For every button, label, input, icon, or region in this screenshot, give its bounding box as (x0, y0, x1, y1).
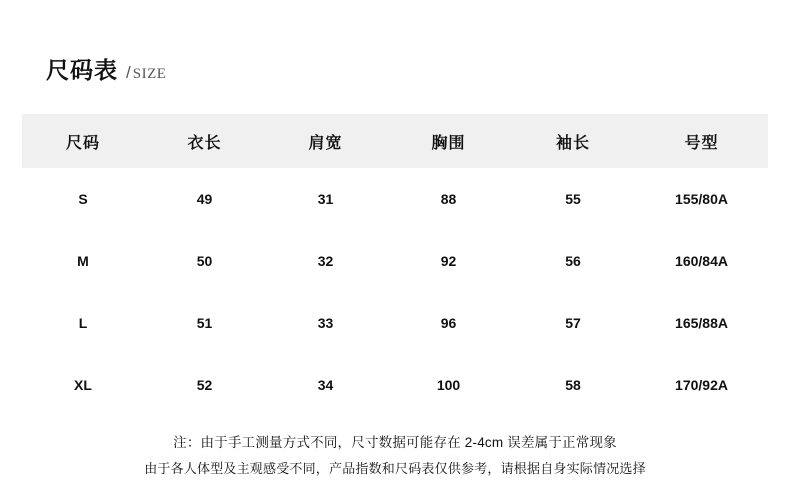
measurement-notes (0, 430, 790, 482)
column-header-shoulder: 肩宽 (308, 134, 343, 152)
cell-bust: 92 (440, 253, 457, 269)
column-header-sleeve: 袖长 (555, 134, 590, 152)
cell-size: M (77, 253, 89, 269)
cell-length: 51 (196, 315, 213, 331)
note-line-reference: 由于各人体型及主观感受不同，产品指数和尺码表仅供参考，请根据自身实际情况选择 (144, 461, 646, 476)
table-row (22, 230, 768, 292)
column-header-size: 尺码 (65, 134, 100, 152)
table-body (22, 168, 768, 416)
cell-sleeve: 56 (565, 253, 581, 269)
cell-bust: 96 (440, 315, 457, 331)
cell-bust: 88 (440, 191, 457, 207)
cell-size: XL (74, 377, 92, 393)
cell-model: 160/84A (675, 253, 728, 269)
table-row (22, 168, 768, 230)
table-header-row (22, 114, 768, 168)
cell-sleeve: 58 (565, 377, 581, 393)
table-row (22, 354, 768, 416)
cell-size: S (78, 191, 88, 207)
cell-bust: 100 (436, 377, 461, 393)
cell-shoulder: 33 (317, 315, 334, 331)
table-row (22, 292, 768, 354)
cell-model: 170/92A (675, 377, 728, 393)
page-title-cn: 尺码表 (46, 57, 118, 83)
size-table (22, 114, 768, 416)
size-table-container (22, 114, 768, 416)
cell-length: 49 (196, 191, 213, 207)
note-line-measurement: 注：由于手工测量方式不同，尺寸数据可能存在 2-4cm 误差属于正常现象 (173, 435, 617, 450)
table-header (22, 114, 768, 168)
cell-model: 165/88A (675, 315, 728, 331)
cell-shoulder: 34 (317, 377, 334, 393)
cell-shoulder: 31 (317, 191, 334, 207)
column-header-model: 号型 (684, 134, 719, 152)
cell-model: 155/80A (675, 191, 728, 207)
page-title (46, 52, 166, 85)
cell-sleeve: 57 (565, 315, 581, 331)
cell-length: 50 (196, 253, 213, 269)
page-title-en: SIZE (132, 66, 167, 82)
cell-length: 52 (196, 377, 213, 393)
cell-sleeve: 55 (565, 191, 581, 207)
cell-size: L (78, 315, 88, 331)
cell-shoulder: 32 (317, 253, 334, 269)
column-header-length: 衣长 (187, 134, 222, 152)
title-separator: / (126, 63, 131, 82)
column-header-bust: 胸围 (431, 134, 466, 152)
